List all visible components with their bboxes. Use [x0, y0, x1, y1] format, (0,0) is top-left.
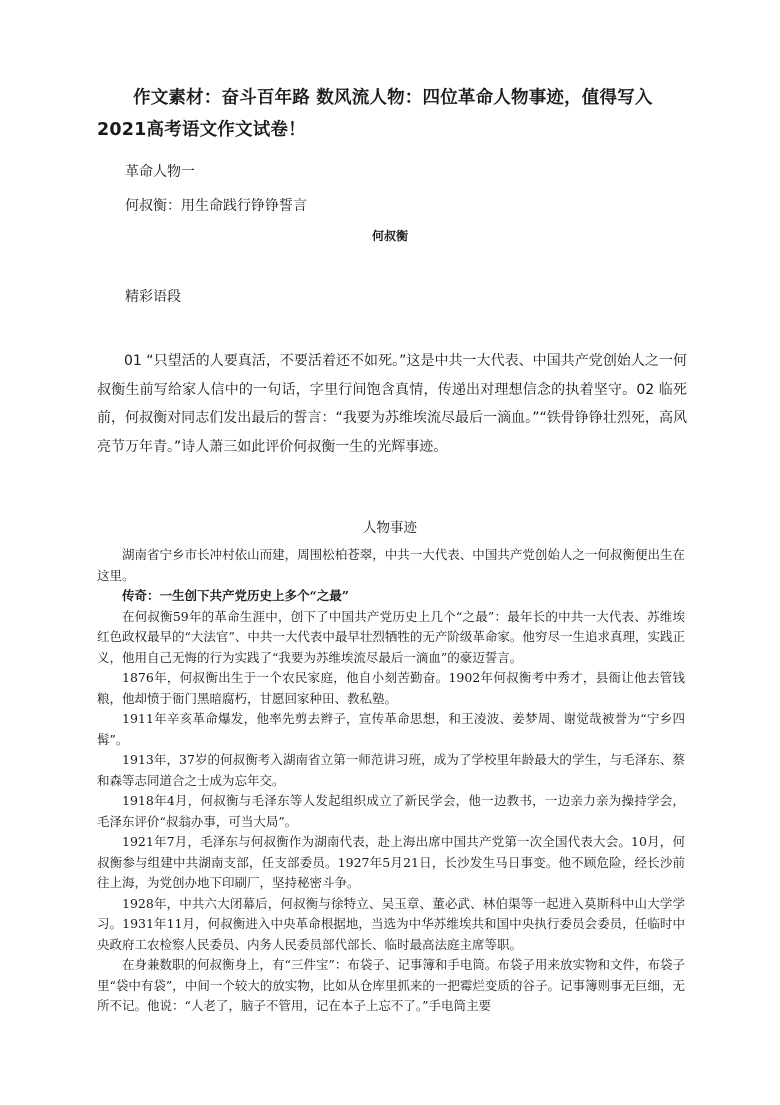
body-paragraph: 1876年，何叔衡出生于一个农民家庭，他自小刻苦勤奋。1902年何叔衡考中秀才，县衙让他去管钱粮，他却愤于衙门黑暗腐朽，甘愿回家种田、教私塾。 [97, 670, 685, 706]
article-title: 作文素材：奋斗百年路 数风流人物：四位革命人物事迹，值得写入2021高考语文作文试卷！ [97, 88, 653, 140]
body-paragraph: 在何叔衡59年的革命生涯中，创下了中国共产党历史上几个“之最”：最年长的中共一大代表、苏维埃红色政权最早的“大法官”、中共一大代表中最早壮烈牺牲的无产阶级革命家。他穷尽一生追求真理，实践正义，他用自己无悔的行为实践了“我要为苏维埃流尽最后一滴血”的豪迈誓言。 [97, 608, 685, 665]
body-paragraph: 1928年，中共六大闭幕后，何叔衡与徐特立、吴玉章、董必武、林伯渠等一起进入莫斯科中山大学学习。1931年11月，何叔衡进入中央革命根据地，当选为中华苏维埃共和国中央执行委员会委员，任临时中央政府工农检察人民委员、内务人民委员部代部长、临时最高法庭主席等职。 [97, 895, 685, 952]
body-paragraph: 1918年4月，何叔衡与毛泽东等人发起组织成立了新民学会，他一边教书，一边亲力亲为操持学会，毛泽东评价“叔翁办事，可当大局”。 [97, 793, 685, 829]
deeds-heading: 人物事迹 [363, 520, 417, 536]
person-line: 何叔衡：用生命践行铮铮誓言 [125, 198, 307, 214]
body-paragraph: 在身兼数职的何叔衡身上，有“三件宝”：布袋子、记事簿和手电筒。布袋子用来放实物和文件，布袋子里“袋中有袋”，中间一个较大的放实物，比如从仓库里抓来的一把霉烂变质的谷子。记事簿则事无巨细，无所不记。他说：“人老了，脑子不管用，记在本子上忘不了。”手电筒主要 [97, 957, 685, 1013]
deeds-body [97, 545, 685, 1017]
quote-paragraph: 01 “只望活的人要真活，不要活着还不如死。”这是中共一大代表、中国共产党创始人之一何叔衡生前写给家人信中的一句话，字里行间饱含真情，传递出对理想信念的执着坚守。02 临死前，何叔衡对同志们发出最后的誓言：“我要为苏维埃流尽最后一滴血。”“铁骨铮铮壮烈死，高风亮节万年青。”诗人萧三如此评价何叔衡一生的光辉事迹。 [97, 353, 687, 455]
highlights-label: 精彩语段 [125, 289, 181, 305]
body-subheading: 传奇：一生创下共产党历史上多个“之最” [122, 588, 349, 603]
section-label: 革命人物一 [125, 164, 195, 180]
body-paragraph: 1913年，37岁的何叔衡考入湖南省立第一师范讲习班，成为了学校里年龄最大的学生，与毛泽东、蔡和森等志同道合之士成为忘年交。 [97, 752, 685, 788]
image-caption: 何叔衡 [371, 229, 408, 243]
body-paragraph: 湖南省宁乡市长冲村依山而建，周围松柏苍翠，中共一大代表、中国共产党创始人之一何叔衡便出生在这里。 [97, 547, 685, 583]
body-paragraph: 1911年辛亥革命爆发，他率先剪去辫子，宣传革命思想，和王凌波、姜梦周、谢觉哉被誉为“宁乡四髯”。 [97, 711, 685, 747]
body-paragraph: 1921年7月，毛泽东与何叔衡作为湖南代表，赴上海出席中国共产党第一次全国代表大会。10月，何叔衡参与组建中共湖南支部，任支部委员。1927年5月21日，长沙发生马日事变。他不顾危险，经长沙前往上海，为党创办地下印刷厂，坚持秘密斗争。 [97, 834, 685, 890]
